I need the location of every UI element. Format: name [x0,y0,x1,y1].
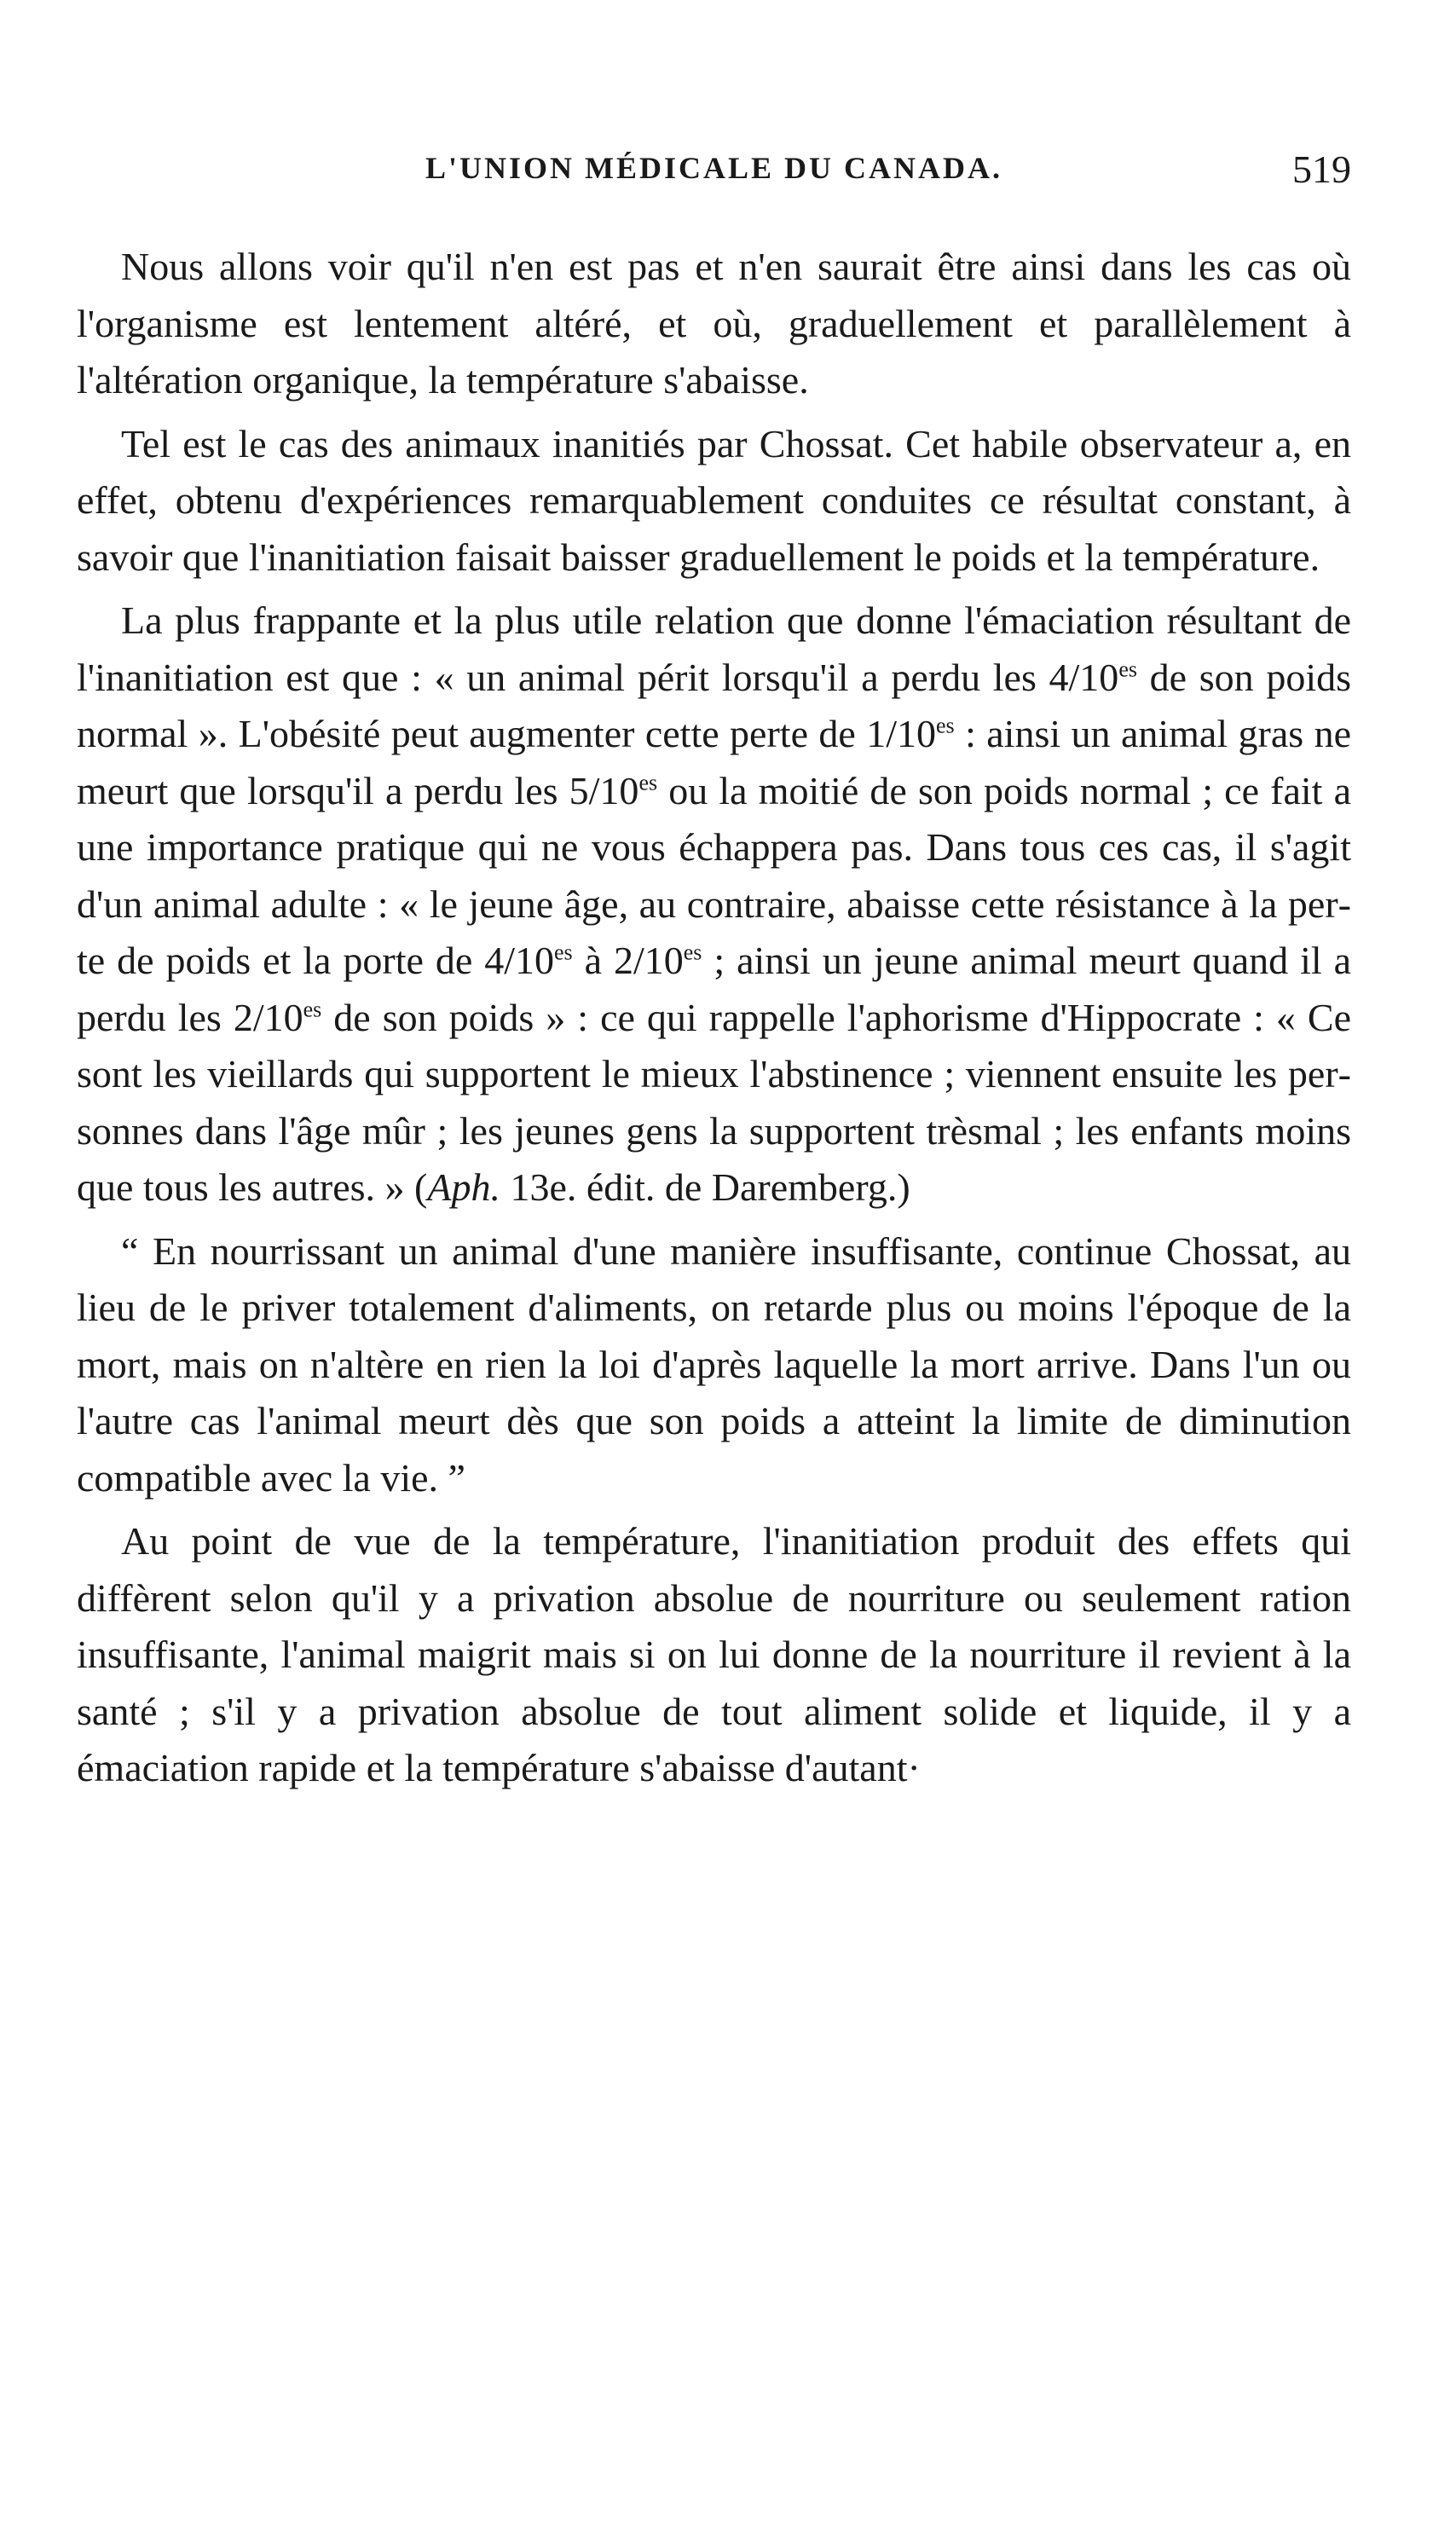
running-title: L'UNION MÉDICALE DU CANADA. [425,151,1003,185]
superscript: es [936,713,955,738]
text-run: à 2/10 [572,939,684,982]
superscript: es [638,770,658,795]
text-run: de son poids » : ce qui rappelle l'aphorisme d'Hippocrate : « Ce sont les vieillards qui supportent le mieux l'abstinence ; viennent ensuite les personnes dans l'âge mûr ; les jeunes gens la supportent trèsmal ; les enfants moins que tous les autres. » ( [77,995,1351,1209]
paragraph-5: Au point de vue de la température, l'inanitiation produit des effets qui diffèrent selon qu'il y a privation absolue de nourriture ou seulement ration insuffisante, l'animal maigrit mais si on lui donne de la nourriture il revient à la santé ; s'il y a privation absolue de tout aliment solide et liquide, il y a émaciation rapide et la température s'abaisse d'autant· [77,1519,1351,1789]
paragraph-3 [77,592,1351,1217]
text-run: ; ainsi un jeune animal meurt quand il a perdu les 2/10 [77,939,1351,1039]
page-number: 519 [1292,147,1351,191]
text-run: ou la moitié de son poids normal ; ce fait a une importance pratique qui ne vous échappera pas. Dans tous ces cas, il s'agit d'un animal adulte : « le jeune âge, au contraire, abaisse cette résistance à la perte de poids et la porte de 4/10 [77,768,1352,982]
text-run: La plus frappante et la plus utile relation que donne l'émaciation résultant de l'inanitiation est que : « un animal périt lorsqu'il a perdu les 4/10 [77,598,1351,699]
citation-italic: Aph. [427,1165,500,1209]
paragraph-4: “ En nourrissant un animal d'une manière insuffisante, continue Chossat, au lieu de le priver totalement d'aliments, on retarde plus ou moins l'époque de la mort, mais on n'altère en rien la loi d'après laquelle la mort arrive. Dans l'un ou l'autre cas l'animal meurt dès que son poids a atteint la limite de diminution compatible avec la vie. ” [77,1228,1351,1500]
paragraph-2: Tel est le cas des animaux inanitiés par Chossat. Cet habile observateur a, en effet, obtenu d'expériences remarquablement conduites ce résultat constant, à savoir que l'inanitiation faisait baisser graduellement le poids et la température. [77,421,1351,579]
text-run: : ainsi un animal gras ne meurt que lorsqu'il a perdu les 5/10 [77,712,1351,812]
superscript: es [1118,656,1137,682]
paragraph-1: Nous allons voir qu'il n'en est pas et n'en saurait être ainsi dans les cas où l'organisme est lentement altéré, et où, graduellement et parallèlement à l'altération organique, la température s'abaisse. [77,245,1351,402]
page-header [77,147,1351,201]
text-run: de son poids normal ». L'obésité peut augmenter cette perte de 1/10 [77,655,1352,755]
superscript: es [553,939,573,965]
body-text [77,239,1351,1797]
superscript: es [303,997,322,1022]
superscript: es [683,939,702,965]
text-run: 13e. édit. de Daremberg.) [500,1165,910,1209]
